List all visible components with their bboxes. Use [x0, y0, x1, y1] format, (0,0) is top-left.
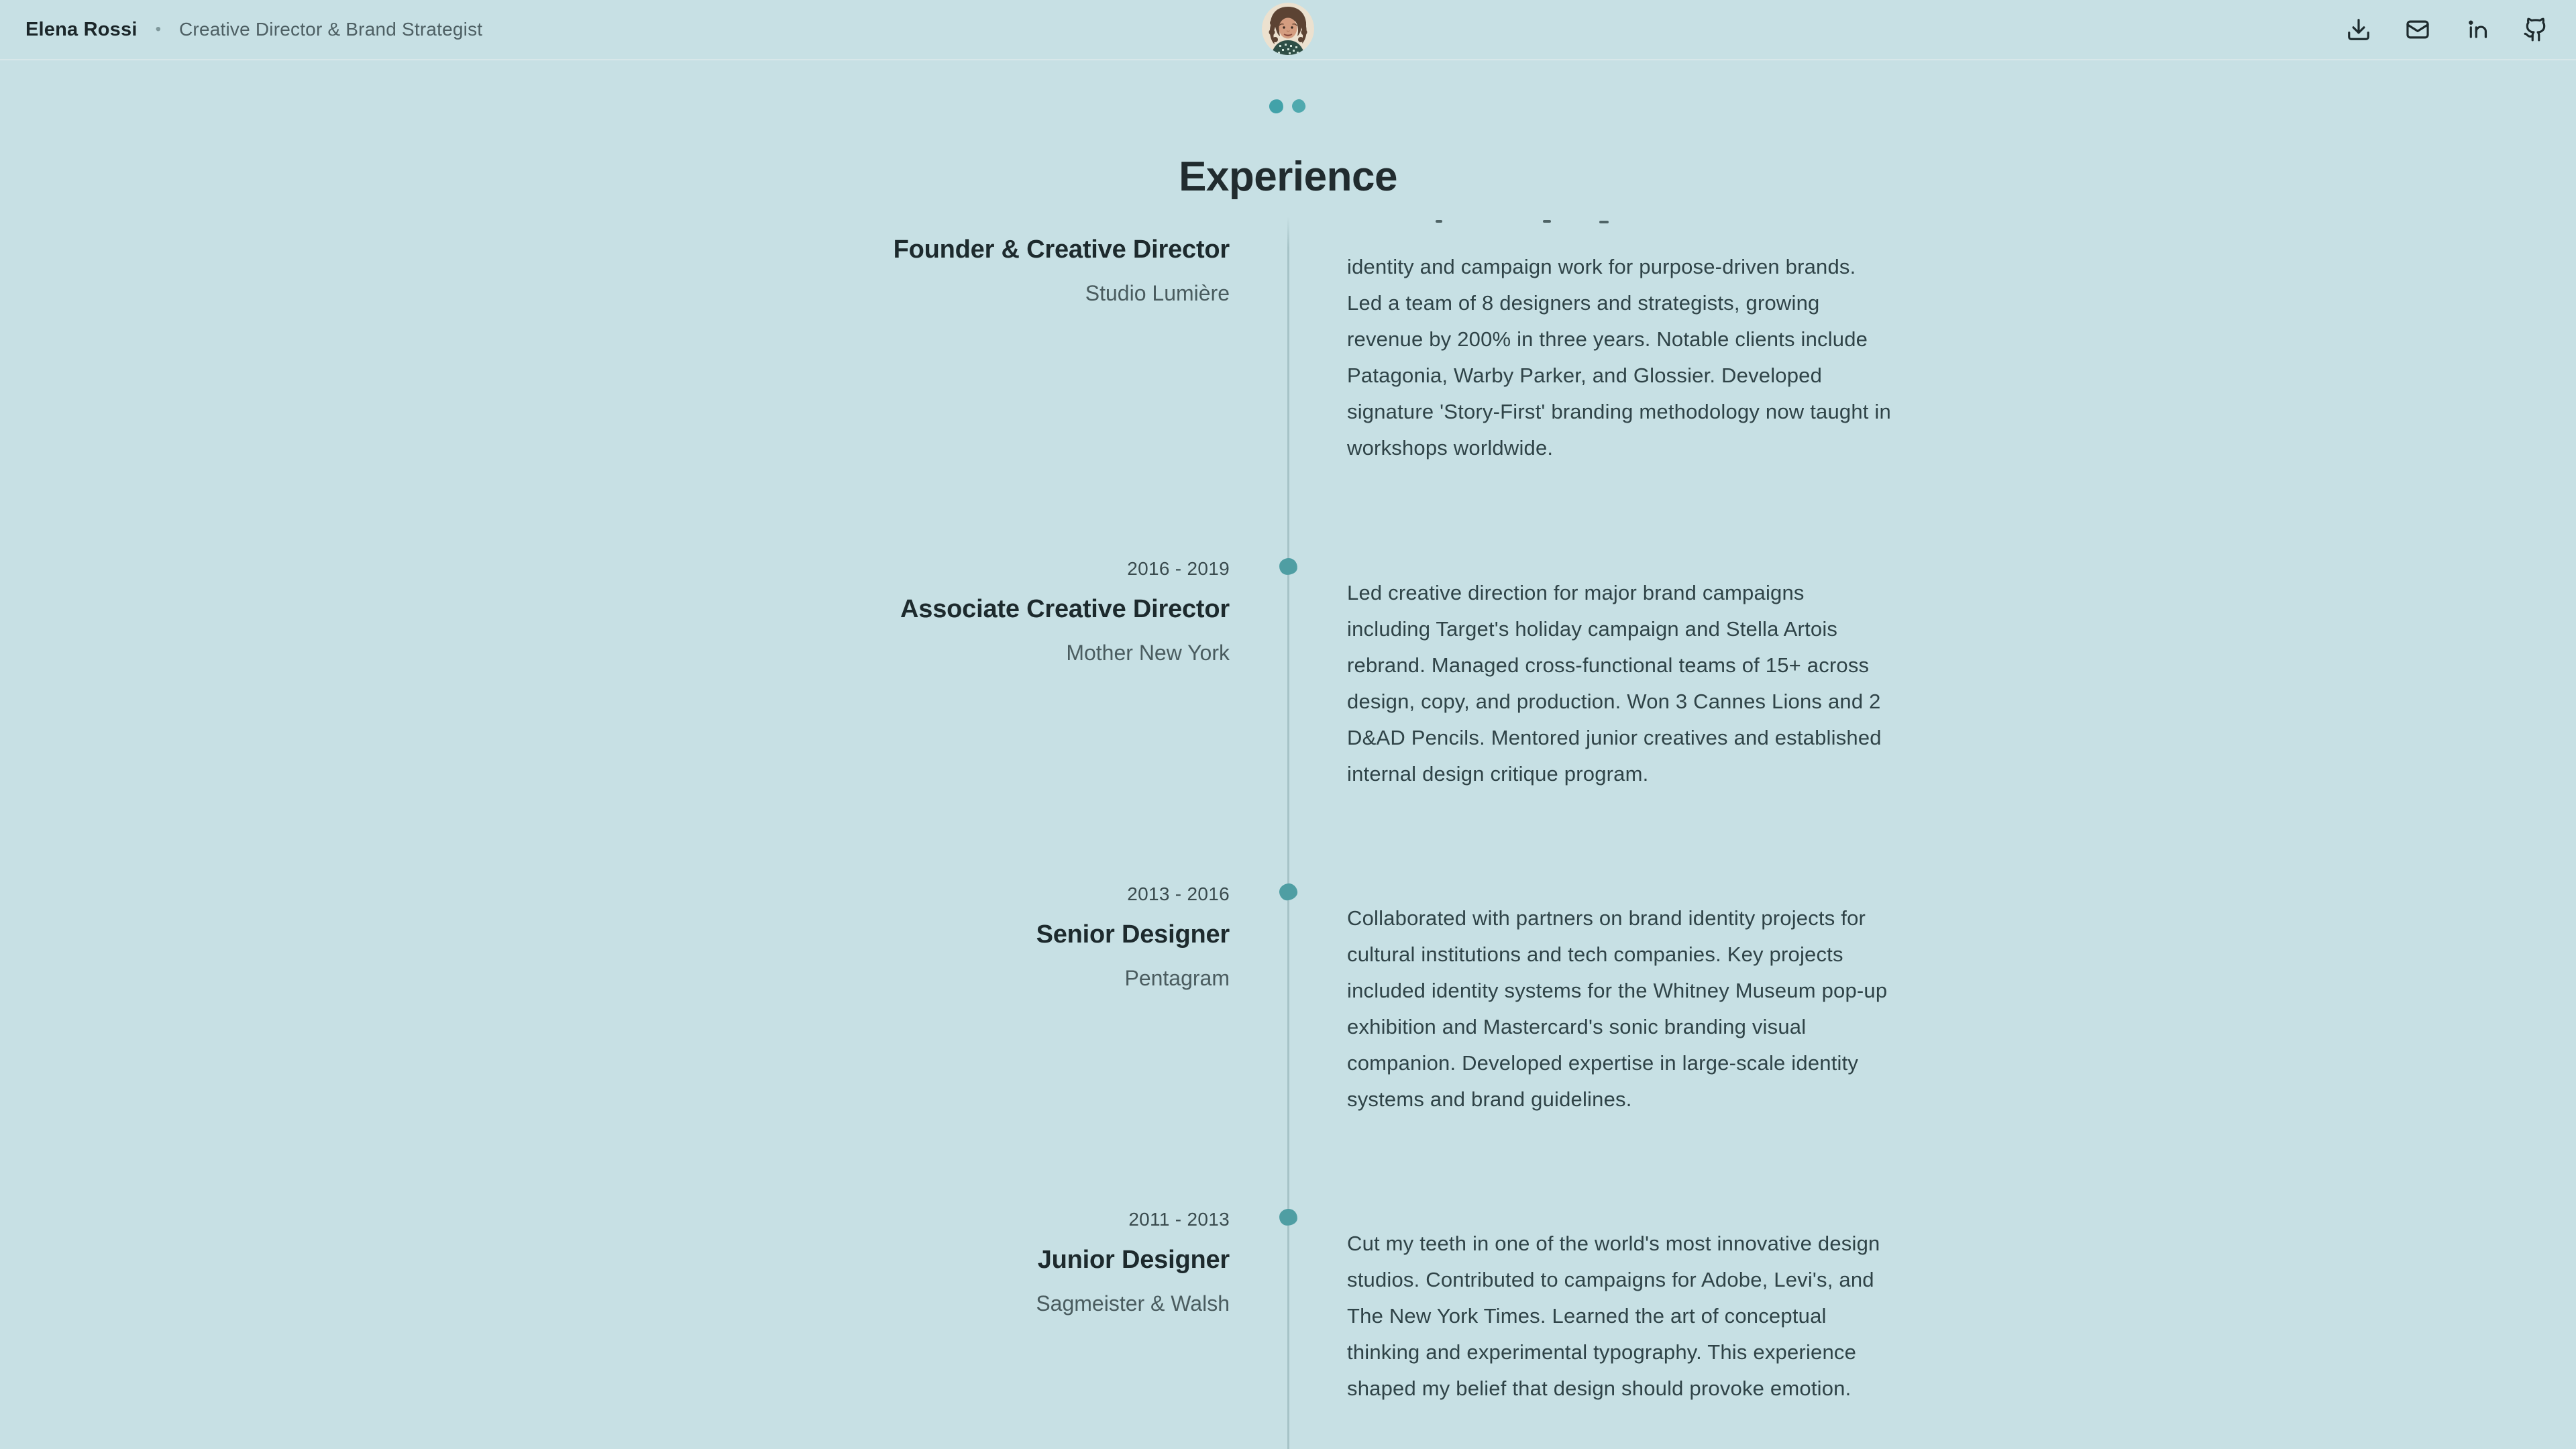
job-description: Cut my teeth in one of the world's most innovative design studios. Contributed to campaigns for Adobe, Levi's, and The New York Times. Learned the art of conceptual thinking and experimental typography. This experience shaped my belief that design should provoke emotion.: [1347, 1232, 1880, 1400]
timeline-line: [1287, 217, 1289, 1449]
timeline-entry-company: [604, 639, 1230, 666]
timeline-entry-company: [604, 280, 1230, 307]
job-description: identity and campaign work for purpose-driven brands. Led a team of 8 designers and strategists, growing revenue by 200% in three years. Notable clients include Patagonia, Warby Parker, and Glossier. Developed signature 'Story-First' branding methodology now taught in workshops worldwide.: [1347, 255, 1891, 460]
brand: [25, 0, 482, 59]
company-name: Pentagram: [1124, 966, 1230, 990]
accent-dot: [1269, 99, 1285, 115]
timeline-entry-title: [604, 1244, 1230, 1276]
top-bar: [0, 0, 2576, 60]
mail-button[interactable]: [2402, 13, 2434, 46]
clipped-text-remnant: [1599, 221, 1609, 223]
linkedin-icon: [2464, 17, 2489, 42]
clipped-text-remnant: [1436, 220, 1442, 223]
job-title: Senior Designer: [1036, 920, 1230, 949]
person-name: Elena Rossi: [25, 18, 138, 40]
timeline-entry-title: [604, 593, 1230, 625]
timeline-dot: [1279, 557, 1298, 576]
avatar[interactable]: [1262, 3, 1314, 55]
company-name: Studio Lumière: [1085, 281, 1230, 305]
accent-dot: [1291, 98, 1306, 113]
timeline-entry-title: [604, 233, 1230, 266]
job-title: Founder & Creative Director: [893, 235, 1230, 264]
timeline-entry-date: [604, 1208, 1230, 1232]
timeline-dot: [1279, 1208, 1298, 1226]
separator-dot: •: [155, 20, 162, 38]
timeline-entry-company: [604, 965, 1230, 991]
company-name: Sagmeister & Walsh: [1036, 1291, 1230, 1316]
page-title: Experience: [1179, 153, 1397, 200]
job-title: Junior Designer: [1037, 1246, 1230, 1274]
timeline-entry-date: [604, 557, 1230, 581]
github-icon: [2523, 17, 2548, 42]
date-range: 2011 - 2013: [1128, 1209, 1230, 1230]
job-description: Led creative direction for major brand campaigns including Target's holiday campaign and Stella Artois rebrand. Managed cross-functional teams of 15+ across design, copy, and production. Won 3 Cannes Lions and 2 D&AD Pencils. Mentored junior creatives and established internal design critique program.: [1347, 581, 1882, 786]
timeline-entry-date: [604, 882, 1230, 906]
person-role: Creative Director & Brand Strategist: [179, 19, 483, 40]
job-description: Collaborated with partners on brand identity projects for cultural institutions and tech companies. Key projects included identity systems for the Whitney Museum pop-up exhibition and Mastercard's sonic branding visual companion. Developed expertise in large-scale identity systems and brand guidelines.: [1347, 906, 1888, 1111]
date-range: 2016 - 2019: [1127, 558, 1230, 579]
linkedin-button[interactable]: [2461, 13, 2493, 46]
company-name: Mother New York: [1066, 641, 1230, 665]
avatar-illustration: [1262, 3, 1314, 55]
github-button[interactable]: [2520, 13, 2552, 46]
clipped-text-remnant: [1543, 220, 1551, 223]
timeline-entry-title: [604, 918, 1230, 951]
timeline-entry-company: [604, 1290, 1230, 1317]
download-button[interactable]: [2343, 13, 2375, 46]
header-actions: [2343, 0, 2552, 59]
job-title: Associate Creative Director: [900, 595, 1230, 623]
date-range: 2013 - 2016: [1127, 883, 1230, 904]
timeline-dot: [1279, 882, 1299, 901]
mail-icon: [2405, 17, 2430, 42]
download-icon: [2346, 17, 2371, 42]
